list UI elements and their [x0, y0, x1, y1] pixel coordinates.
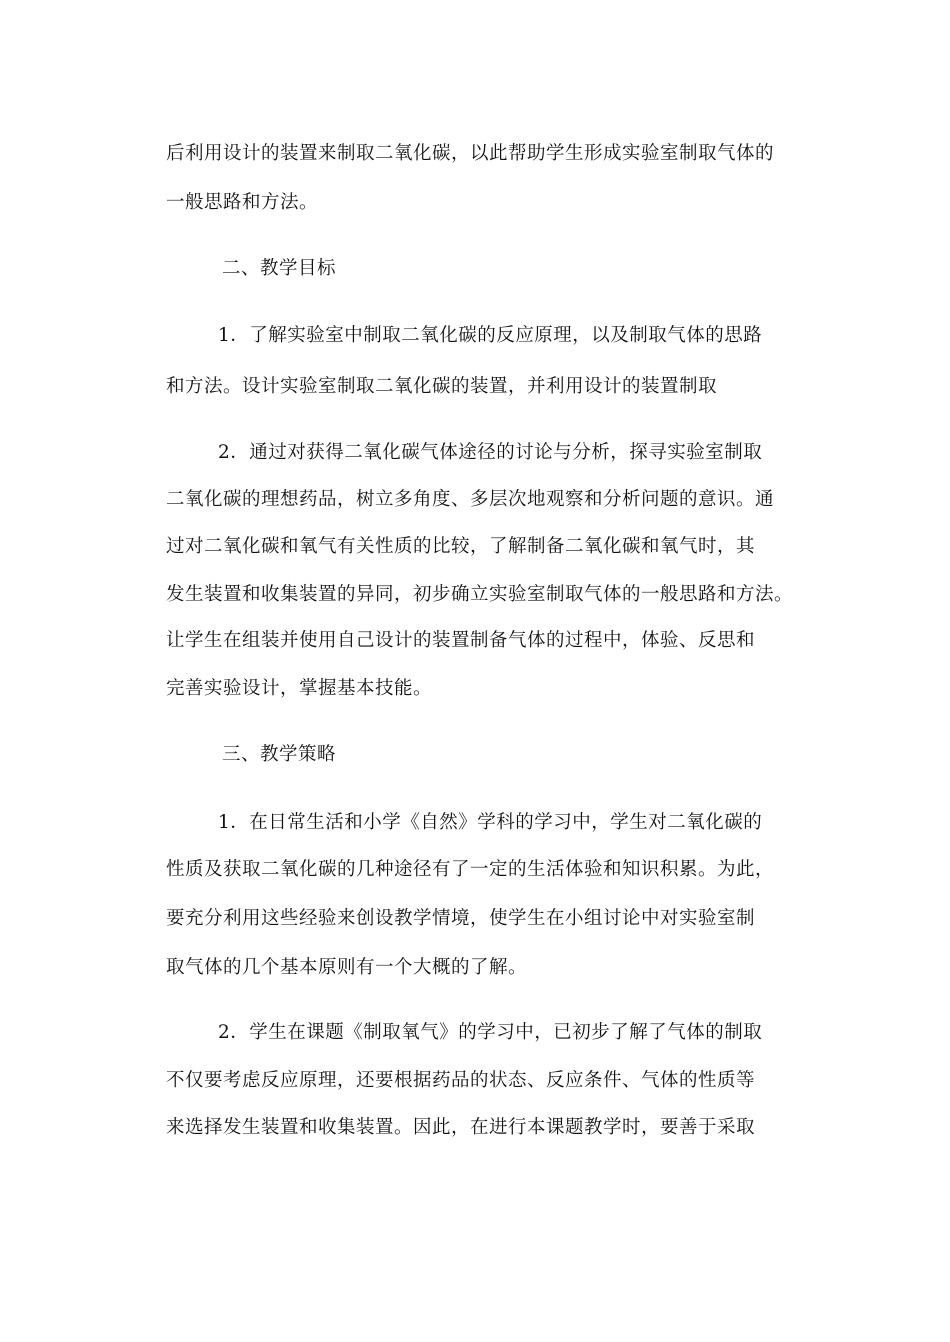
objective-2-line-5: 让学生在组装并使用自己设计的装置制备气体的过程中，体验、反思和	[166, 630, 756, 651]
strategy-1-line-4: 取气体的几个基本原则有一个大概的了解。	[166, 957, 528, 978]
strategy-2-line-2: 不仅要考虑反应原理，还要根据药品的状态、反应条件、气体的性质等	[166, 1070, 756, 1091]
objective-2-line-2: 二氧化碳的理想药品，树立多角度、多层次地观察和分析问题的意识。通	[166, 489, 775, 510]
objective-2-line-6: 完善实验设计，掌握基本技能。	[166, 678, 433, 699]
intro-line-2: 一般思路和方法。	[166, 192, 319, 213]
objective-2-line-1: 2．通过对获得二氧化碳气体途径的讨论与分析，探寻实验室制取	[218, 442, 763, 463]
strategy-1-line-3: 要充分利用这些经验来创设教学情境，使学生在小组讨论中对实验室制	[166, 908, 756, 929]
objective-2-line-3: 过对二氧化碳和氧气有关性质的比较，了解制备二氧化碳和氧气时，其	[166, 536, 756, 557]
objective-1-line-2: 和方法。设计实验室制取二氧化碳的装置，并利用设计的装置制取	[166, 376, 718, 397]
section-heading-objectives: 二、教学目标	[222, 258, 337, 279]
objective-1-line-1: 1．了解实验室中制取二氧化碳的反应原理，以及制取气体的思路	[218, 325, 763, 346]
intro-line-1: 后利用设计的装置来制取二氧化碳，以此帮助学生形成实验室制取气体的	[166, 143, 775, 164]
strategy-1-line-1: 1．在日常生活和小学《自然》学科的学习中，学生对二氧化碳的	[218, 812, 763, 833]
objective-2-line-4: 发生装置和收集装置的异同，初步确立实验室制取气体的一般思路和方法。	[166, 584, 794, 605]
section-heading-strategy: 三、教学策略	[222, 744, 337, 765]
strategy-1-line-2: 性质及获取二氧化碳的几种途径有了一定的生活体验和知识积累。为此，	[166, 859, 775, 880]
strategy-2-line-3: 来选择发生装置和收集装置。因此，在进行本课题教学时，要善于采取	[166, 1117, 756, 1138]
strategy-2-line-1: 2．学生在课题《制取氧气》的学习中，已初步了解了气体的制取	[218, 1022, 763, 1043]
